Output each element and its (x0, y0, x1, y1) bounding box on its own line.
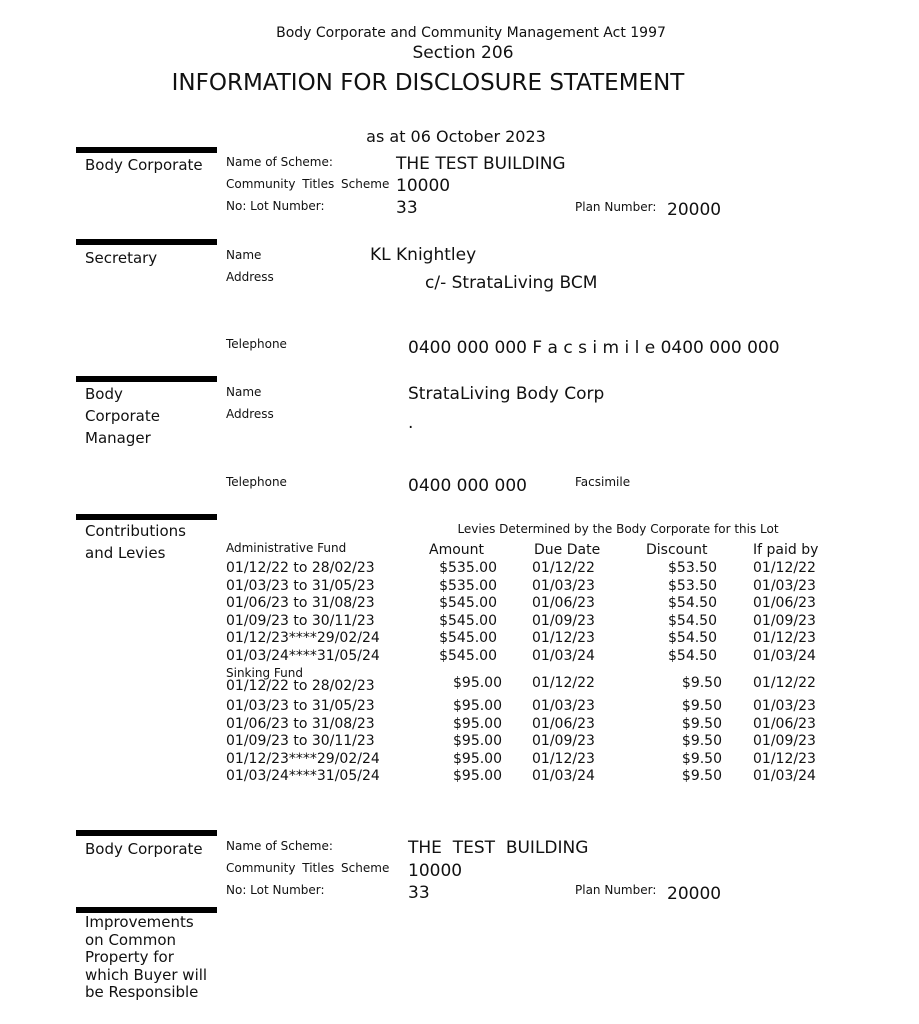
section-divider (76, 147, 217, 153)
table-cell: 01/06/23 (532, 595, 595, 612)
sinking-periods-rest (226, 698, 380, 786)
table-cell: $535.00 (439, 577, 497, 594)
levies-caption: Levies Determined by the Body Corporate for this Lot (457, 522, 779, 536)
table-cell: 01/12/22 (532, 675, 595, 691)
table-row: 01/03/23 to 31/05/23 (226, 577, 375, 594)
table-cell: $545.00 (439, 647, 497, 664)
table-cell: 01/03/24 (532, 647, 595, 664)
sinking-first-due (532, 675, 595, 693)
community-titles-scheme-value: 10000 (408, 861, 463, 881)
table-row: 01/09/23 to 30/11/23 (226, 612, 375, 629)
secretary-address-value: c/- StrataLiving BCM (425, 273, 598, 293)
lot-number-value: 33 (408, 883, 430, 903)
sinking-periods (226, 678, 375, 696)
section-heading-body-corporate-2: Body Corporate (85, 840, 203, 858)
scheme-name-value: THE TEST BUILDING (396, 154, 566, 174)
manager-name-value: StrataLiving Body Corp (408, 384, 605, 404)
column-header-due-date: Due Date (534, 542, 601, 558)
section-heading-improvements: Improvements on Common Property for which Buyer will be Responsible (85, 913, 208, 1001)
secretary-name-value: KL Knightley (370, 245, 477, 265)
table-cell: $95.00 (453, 715, 502, 732)
section-divider (76, 376, 217, 382)
sinking-due-dates (532, 698, 595, 786)
plan-number-label: Plan Number: (575, 200, 657, 214)
table-cell: $95.00 (453, 733, 502, 750)
as-at-date: as at 06 October 2023 (366, 127, 546, 146)
table-cell: 01/03/24 (532, 768, 595, 785)
act-title: Body Corporate and Community Management Act 1997 (276, 25, 666, 41)
table-cell: $545.00 (439, 630, 497, 647)
table-row: 01/06/23 to 31/08/23 (226, 595, 375, 612)
column-header-amount: Amount (429, 542, 485, 558)
column-header-if-paid-by: If paid by (753, 542, 819, 558)
section-heading-secretary: Secretary (85, 249, 158, 267)
table-cell: $54.50 (668, 647, 717, 664)
section-divider (76, 239, 217, 245)
table-cell: $9.50 (681, 768, 722, 785)
column-header-discount: Discount (646, 542, 708, 558)
sinking-first-discount (662, 675, 722, 693)
table-cell: 01/03/24 (753, 768, 816, 785)
table-cell: $95.00 (453, 768, 502, 785)
admin-if-paid-by (753, 560, 816, 666)
table-row: 01/12/23****29/02/24 (226, 750, 380, 767)
sinking-amounts (442, 698, 502, 786)
table-cell: $54.50 (668, 595, 717, 612)
table-cell: $53.50 (668, 560, 717, 576)
table-cell: 01/03/23 (532, 698, 595, 714)
scheme-name-label: Name of Scheme: (226, 155, 333, 169)
table-cell: 01/09/23 (532, 733, 595, 750)
lot-number-value: 33 (396, 198, 418, 218)
table-cell: $9.50 (681, 733, 722, 750)
table-cell: $9.50 (681, 715, 722, 732)
manager-address-label: Address (226, 407, 274, 421)
manager-address-value: . (408, 413, 414, 433)
plan-number-label: Plan Number: (575, 883, 657, 897)
table-row: 01/03/24****31/05/24 (226, 647, 380, 664)
admin-amounts (437, 560, 497, 666)
table-cell: 01/03/24 (753, 647, 816, 664)
table-cell: $9.50 (681, 675, 722, 691)
table-cell: 01/09/23 (753, 612, 816, 629)
section-heading-levies: Contributions and Levies (85, 522, 186, 562)
table-cell: 01/12/23 (753, 630, 816, 647)
table-cell: 01/09/23 (753, 733, 816, 750)
secretary-telephone-value: 0400 000 000 F a c s i m i l e 0400 000 000 (408, 338, 780, 358)
table-cell: $95.00 (453, 750, 502, 767)
sinking-fund-label: Sinking Fund (226, 666, 303, 680)
table-cell: $95.00 (453, 675, 502, 691)
table-cell: 01/12/22 (532, 560, 595, 576)
table-row: 01/03/24****31/05/24 (226, 768, 380, 785)
table-cell: $95.00 (453, 698, 502, 714)
table-cell: 01/12/22 (753, 675, 816, 691)
table-cell: 01/12/23 (753, 750, 816, 767)
community-titles-scheme-label: Community Titles Scheme (226, 177, 390, 191)
table-cell: 01/03/23 (753, 577, 816, 594)
community-titles-scheme-label: Community Titles Scheme (226, 861, 390, 875)
table-cell: 01/12/23 (532, 750, 595, 767)
table-cell: 01/12/22 (753, 560, 816, 576)
table-cell: 01/03/23 (532, 577, 595, 594)
lot-number-label: No: Lot Number: (226, 883, 325, 897)
table-cell: 01/12/23 (532, 630, 595, 647)
admin-due-dates (532, 560, 595, 666)
table-cell: 01/06/23 (753, 595, 816, 612)
table-cell: 01/03/23 (753, 698, 816, 714)
table-cell: $545.00 (439, 595, 497, 612)
table-row: 01/12/22 to 28/02/23 (226, 678, 375, 694)
manager-telephone-value: 0400 000 000 (408, 476, 527, 496)
section-number: Section 206 (412, 43, 514, 63)
admin-periods (226, 560, 380, 666)
secretary-address-label: Address (226, 270, 274, 284)
table-row: 01/12/22 to 28/02/23 (226, 560, 375, 576)
section-heading-body-corporate: Body Corporate (85, 156, 203, 174)
administrative-fund-label: Administrative Fund (226, 541, 347, 555)
table-row: 01/06/23 to 31/08/23 (226, 715, 375, 732)
table-cell: $54.50 (668, 630, 717, 647)
plan-number-value: 20000 (667, 884, 722, 904)
secretary-telephone-label: Telephone (226, 337, 287, 351)
admin-discounts (657, 560, 717, 666)
table-cell: $545.00 (439, 612, 497, 629)
secretary-name-label: Name (226, 248, 262, 262)
table-cell: 01/06/23 (532, 715, 595, 732)
table-row: 01/03/23 to 31/05/23 (226, 698, 375, 714)
table-cell: $535.00 (439, 560, 497, 576)
sinking-if-paid-by (753, 698, 816, 786)
sinking-first-if-paid-by (753, 675, 816, 693)
lot-number-label: No: Lot Number: (226, 199, 325, 213)
manager-name-label: Name (226, 385, 262, 399)
sinking-first-amount (442, 675, 502, 693)
section-heading-manager: Body Corporate Manager (85, 385, 160, 447)
table-cell: $9.50 (681, 750, 722, 767)
plan-number-value: 20000 (667, 200, 722, 220)
sinking-discounts (662, 698, 722, 786)
table-cell: $9.50 (681, 698, 722, 714)
table-cell: 01/06/23 (753, 715, 816, 732)
table-cell: $53.50 (668, 577, 717, 594)
table-cell: $54.50 (668, 612, 717, 629)
table-row: 01/09/23 to 30/11/23 (226, 733, 375, 750)
scheme-name-value: THE TEST BUILDING (408, 838, 589, 858)
document-title: INFORMATION FOR DISCLOSURE STATEMENT (171, 70, 685, 96)
manager-telephone-label: Telephone (226, 475, 287, 489)
table-row: 01/12/23****29/02/24 (226, 630, 380, 647)
manager-facsimile-label: Facsimile (575, 475, 631, 489)
section-divider (76, 830, 217, 836)
community-titles-scheme-value: 10000 (396, 176, 451, 196)
table-cell: 01/09/23 (532, 612, 595, 629)
scheme-name-label: Name of Scheme: (226, 839, 333, 853)
